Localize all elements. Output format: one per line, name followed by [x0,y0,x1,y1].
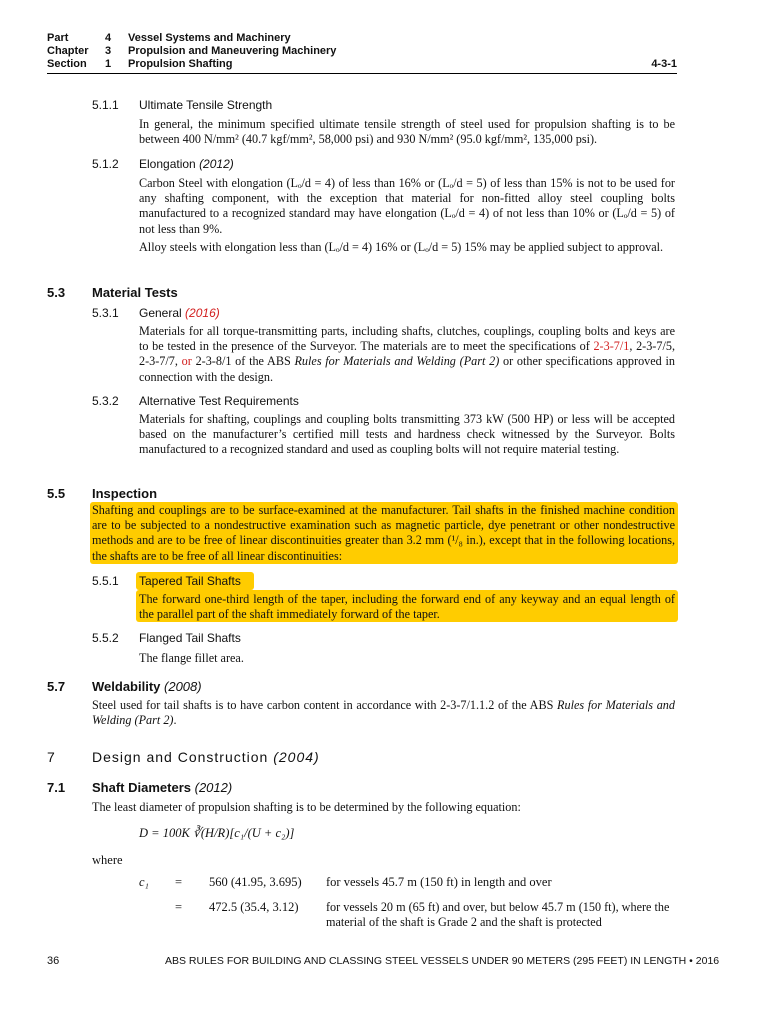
paragraph: Carbon Steel with elongation (Lₒ/d = 4) of less than 16% or (Lₒ/d = 5) of less than 15% is not to be used for any shafting component, with the exception that material for non-fitted alloy steel coupling bolts manufactured to a recognized standard may have elongation (Lₒ/d = 4) of not less than 10% or (Lₒ/d = 5) of not less than 9%. [139,176,675,236]
subsection-number: 5.3.2 [92,394,119,408]
page-reference: 4-3-1 [651,58,677,70]
paragraph [139,324,675,385]
highlighted-paragraph: The forward one-third length of the taper, including the forward end of any keyway and an equal length of the parallel part of the shaft immediately forward of the taper. [139,592,675,622]
section-title: Propulsion Shafting [128,58,233,70]
paragraph: The flange fillet area. [139,651,244,665]
equals-sign: = [175,900,183,914]
chapter-number: 7 [47,749,56,765]
revised-text: or [181,354,192,369]
footer-year: 2016 [695,955,720,967]
page-header [47,32,677,71]
subsection-number: 5.1.1 [92,98,119,112]
paragraph: The least diameter of propulsion shafting is to be determined by the following equation: [92,800,521,814]
text-run: . [173,713,177,728]
section-number: 5.3 [47,285,66,300]
coefficient-condition: for vessels 45.7 m (150 ft) in length and over [326,875,552,889]
footer-title-text: ABS RULES FOR BUILDING AND CLASSING STEEL VESSELS UNDER 90 METERS (295 FEET) IN LENGTH [165,955,687,967]
section-heading-text: Weldability [92,679,161,694]
coefficient-condition: for vessels 20 m (65 ft) and over, but below 45.7 m (150 ft), where the material of the shaft is Grade 2 and the shaft is protected [326,900,670,930]
diameter-equation: D = 100K ∛(H/R)[c₁/(U + c₂)] [139,826,295,840]
coefficient-value: 560 (41.95, 3.695) [209,875,302,889]
section-heading-text: Shaft Diameters [92,780,191,795]
equals-sign: = [175,875,183,889]
subsection-title: Alternative Test Requirements [139,394,299,408]
revision-year: (2016) [185,306,220,320]
paragraph: Alloy steels with elongation less than (Lₒ/d = 4) 16% or (Lₒ/d = 5) 15% may be applied subject to approval. [139,240,664,254]
revision-year: (2012) [199,157,234,171]
subsection-title: Tapered Tail Shafts [139,574,241,588]
revision-year: (2008) [164,679,202,694]
subsection-number: 5.3.1 [92,306,119,320]
chapter-number: 3 [105,45,112,57]
subsection-number: 5.1.2 [92,157,119,171]
reference-link[interactable]: 2-3-7/1 [593,339,630,354]
subsection-number: 5.5.1 [92,574,119,588]
paragraph [92,698,675,728]
revision-year: (2012) [194,780,233,795]
coefficient-value: 472.5 (35.4, 3.12) [209,900,299,914]
subsection-title: Ultimate Tensile Strength [139,98,273,112]
section-number: 1 [105,58,112,70]
part-title: Vessel Systems and Machinery [128,32,291,44]
chapter-label: Chapter [47,45,89,57]
revision-year: (2004) [273,749,320,765]
paragraph: In general, the minimum specified ultimate tensile strength of steel used for propulsion shafting is to be between 400 N/mm² (40.7 kgf/mm², 58,000 psi) and 930 N/mm² (95.0 kgf/mm², 135,000 psi). [139,117,675,147]
part-number: 4 [105,32,112,44]
chapter-title: Propulsion and Maneuvering Machinery [128,45,337,57]
subsection-title-text: General [139,306,182,320]
subsection-number: 5.5.2 [92,631,119,645]
section-number: 5.5 [47,486,66,501]
where-label: where [92,853,123,867]
text-run: or other specifications approved in connection with the design. [139,354,675,384]
text-run: Steel used for tail shafts is to have carbon content in accordance with 2-3-7/1.1.2 of the ABS [92,698,558,712]
text-run: , 2-3-7/5, 2-3-7/7, [139,339,675,369]
section-heading [92,679,202,694]
part-label: Part [47,32,69,44]
document-reference: Rules for Materials and Welding (Part 2) [294,354,500,369]
section-heading [92,780,232,795]
highlighted-paragraph: Shafting and couplings are to be surface-examined at the manufacturer. Tail shafts in the finished machine condition are to be subjected to a nondestructive examination such as magnetic particle, dye penetrant or other nondestructive methods and are to be free of linear discontinuities greater than 3.2 mm (¹/₈ in.), except that in the following locations, the shafts are to be free of all linear discontinuities: [92,503,675,563]
section-heading: Material Tests [92,285,178,300]
section-heading: Inspection [92,486,158,501]
footer-bullet: • [689,955,693,967]
chapter-heading [92,749,320,765]
header-divider [47,73,677,74]
text-run: Materials for all torque-transmitting parts, including shafts, clutches, couplings, coupling bolts and keys are to be tested in the presence of the Surveyor. The materials are to meet the specifications of [139,324,675,354]
subsection-title [139,157,234,171]
section-label: Section [47,58,87,70]
section-number: 5.7 [47,679,66,694]
text-run: 2-3-8/1 of the ABS [191,354,295,369]
paragraph: Materials for shafting, couplings and coupling bolts transmitting 373 kW (500 HP) or less will be accepted based on the manufacturer’s certified mill tests and hardness check witnessed by the Surveyor. Bolts manufactured to a recognized standard and used as coupling bolts will not require material testing. [139,412,675,457]
variable-symbol: c₁ [139,875,149,889]
page-number: 36 [47,955,60,967]
section-number: 7.1 [47,780,66,795]
footer-title [165,955,719,967]
subsection-title: Flanged Tail Shafts [139,631,241,645]
document-reference: Rules for Materials and Welding (Part 2) [92,698,675,728]
chapter-heading-text: Design and Construction [92,749,269,765]
subsection-title-text: Elongation [139,157,196,171]
subsection-title [139,306,220,320]
